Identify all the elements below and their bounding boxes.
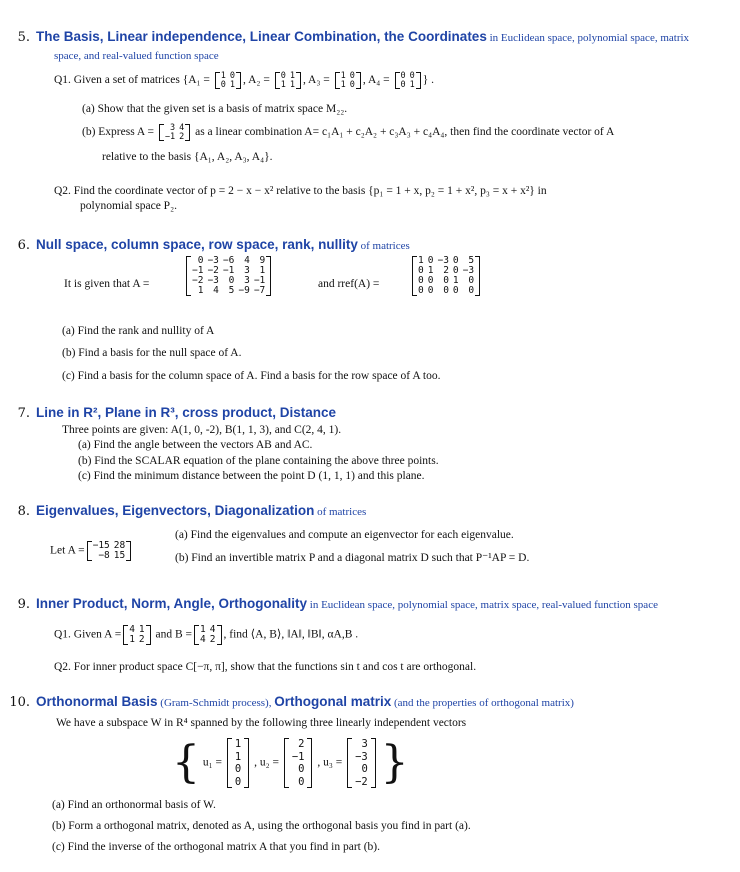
q1-tail: , find ⟨A, B⟩, ‖A‖, ‖B‖, αA,B . xyxy=(223,628,359,641)
matrix-entry: 0 xyxy=(234,775,242,788)
matrix-entry: 0 xyxy=(443,275,449,286)
matrix-table xyxy=(351,738,372,788)
matrix-entry: 4 xyxy=(179,123,185,133)
s8-let xyxy=(50,541,133,561)
s10-intro: We have a subspace W in R⁴ spanned by the following three linearly independent vectors xyxy=(56,717,467,729)
matrix-row xyxy=(190,286,267,296)
matrix-entry: 4 xyxy=(209,624,216,635)
s5-q2-line1: Q2. Find the coordinate vector of p = 2 − x − x² relative to the basis {p₁ = 1 + x, p₂ = 1 + x², p₃ = x + x²} in xyxy=(54,185,547,197)
matrix-entry: 1 xyxy=(129,634,135,645)
section-title: Orthonormal Basis xyxy=(36,694,158,709)
matrix-table xyxy=(339,72,357,89)
matrix-row xyxy=(231,776,245,789)
matrix-entry: 0 xyxy=(229,71,236,81)
matrix-table xyxy=(231,738,245,788)
matrix-entry: 1 xyxy=(280,79,286,90)
matrix-A-8 xyxy=(87,541,132,561)
matrix-entry: −3 xyxy=(355,750,368,763)
matrix-A1 xyxy=(215,72,241,89)
section-title: Line in R², Plane in R³, cross product, Distance xyxy=(36,405,337,420)
matrix-entry: 1 xyxy=(427,265,434,276)
matrix-entry: 0 xyxy=(427,285,434,296)
matrix-A4 xyxy=(395,72,421,89)
matrix-entry: 1 xyxy=(197,285,204,296)
matrix-row xyxy=(351,738,372,751)
matrix-entry: 1 xyxy=(340,79,346,90)
matrix-entry: 1 xyxy=(220,71,226,81)
s6-c: (c) Find a basis for the column space of A. Find a basis for the row space of A too. xyxy=(62,370,441,382)
matrix-entry: 0 xyxy=(452,265,459,276)
matrix-entry: 0 xyxy=(409,71,415,81)
matrix-entry: 1 xyxy=(289,71,295,81)
s6-rref-label: and rref(A) = xyxy=(318,278,380,290)
matrix-row xyxy=(351,776,372,789)
section-number: 10. xyxy=(9,695,30,710)
matrix-entry: 5 xyxy=(228,285,235,296)
matrix-entry: −8 xyxy=(98,550,110,561)
s5-q1-b xyxy=(82,124,614,141)
matrix-row xyxy=(351,751,372,764)
matrix-A-9 xyxy=(123,625,150,645)
s5-q1-a: (a) Show that the given set is a basis of matrix space M₂₂. xyxy=(82,103,348,115)
section-subtitle: in Euclidean space, polynomial space, matrix space, real-valued function space xyxy=(307,599,658,611)
section-title: The Basis, Linear independence, Linear Combination, the Coordinates xyxy=(36,29,487,44)
matrix-entry: 3 xyxy=(244,275,250,286)
u2-label: , u₂ = xyxy=(254,756,279,769)
section-number: 8. xyxy=(17,504,30,519)
matrix-entry: −2 xyxy=(355,775,368,788)
matrix-entry: 4 xyxy=(244,255,250,266)
matrix-A-6 xyxy=(186,256,271,296)
section-title: Eigenvalues, Eigenvectors, Diagonalization xyxy=(36,503,315,518)
matrix-entry: 1 xyxy=(138,624,145,635)
s8-a: (a) Find the eigenvalues and compute an eigenvector for each eigenvalue. xyxy=(175,529,514,541)
matrix-entry: 0 xyxy=(418,275,424,286)
matrix-row xyxy=(279,81,297,90)
matrix-row xyxy=(231,751,245,764)
matrix-entry: 0 xyxy=(418,265,424,276)
matrix-entry: −7 xyxy=(253,285,266,296)
s7-intro: Three points are given: A(1, 0, -2), B(1, 1, 3), and C(2, 4, 1). xyxy=(62,424,342,436)
matrix-entry: 0 xyxy=(298,763,305,775)
section-number: 7. xyxy=(17,406,30,421)
matrix-entry: 0 xyxy=(400,71,406,81)
section-subtitle-cont: space, and real-valued function space xyxy=(54,50,219,62)
section-5-heading xyxy=(0,28,740,47)
matrix-entry: −1 xyxy=(222,265,235,276)
matrix-entry: 1 xyxy=(229,79,236,90)
matrix-entry: 0 xyxy=(197,255,204,266)
section-subtitle-2: (and the properties of orthogonal matrix) xyxy=(391,697,574,709)
matrix-entry: −9 xyxy=(238,285,250,296)
matrix-entry: 1 xyxy=(340,71,346,81)
matrix-table xyxy=(399,72,417,89)
matrix-row xyxy=(231,763,245,776)
right-brace: } xyxy=(380,737,409,788)
q1b-tail: as a linear combination A= c₁A₁ + c₂A₂ + c₃A₃ + c₄A₄, then find the coordinate vector of A xyxy=(192,126,615,139)
s10-a: (a) Find an orthonormal basis of W. xyxy=(52,799,216,811)
s6-a: (a) Find the rank and nullity of A xyxy=(62,325,215,337)
section-subtitle: of matrices xyxy=(357,240,410,252)
section-7-heading xyxy=(0,404,740,423)
matrix-entry: 0 xyxy=(228,275,235,286)
matrix-entry: −2 xyxy=(207,265,219,276)
s6-rref-wrap xyxy=(410,256,482,296)
matrix-entry: 15 xyxy=(113,550,126,561)
matrix-table xyxy=(416,256,476,296)
matrix-table xyxy=(198,625,217,645)
matrix-entry: 2 xyxy=(138,634,145,645)
section-title: Inner Product, Norm, Angle, Orthogonality xyxy=(36,596,308,611)
matrix-entry: −1 xyxy=(253,275,266,286)
matrix-table xyxy=(219,72,237,89)
matrix-row xyxy=(351,763,372,776)
matrix-A2 xyxy=(275,72,301,89)
matrix-table xyxy=(127,625,146,645)
matrix-entry: 1 xyxy=(259,265,266,276)
matrix-entry: 2 xyxy=(209,634,216,645)
matrix-entry: −1 xyxy=(192,265,204,276)
s5-q1-line xyxy=(54,72,434,89)
section-subtitle: (Gram-Schmidt process), xyxy=(157,697,275,709)
matrix-entry: 1 xyxy=(418,255,424,266)
matrix-entry: 0 xyxy=(220,79,226,90)
vector-u3 xyxy=(347,738,376,788)
section-number: 5. xyxy=(17,30,30,45)
matrix-row xyxy=(127,635,146,645)
q1-lead: Q1. Given a set of matrices {A₁ = xyxy=(54,74,213,87)
vector-u1 xyxy=(227,738,249,788)
matrix-row xyxy=(288,776,309,789)
label-A4: , A₄ = xyxy=(362,74,393,87)
matrix-entry: −6 xyxy=(222,255,235,266)
matrix-table xyxy=(279,72,297,89)
section-number: 9. xyxy=(17,597,30,612)
matrix-entry: 0 xyxy=(349,79,355,90)
q1-lead: Q1. Given A = xyxy=(54,628,122,641)
matrix-entry: 0 xyxy=(452,285,459,296)
matrix-entry: 0 xyxy=(349,71,355,81)
matrix-entry: 0 xyxy=(361,763,368,775)
matrix-A3 xyxy=(335,72,361,89)
matrix-entry: 3 xyxy=(244,265,250,276)
matrix-entry: 0 xyxy=(452,255,459,266)
matrix-entry: 1 xyxy=(452,275,459,286)
matrix-entry: 5 xyxy=(468,255,475,266)
matrix-entry: 1 xyxy=(234,738,242,750)
matrix-row xyxy=(339,81,357,90)
matrix-A xyxy=(159,124,190,141)
matrix-entry: 4 xyxy=(129,624,135,635)
s10-c: (c) Find the inverse of the orthogonal matrix A that you find in part (b). xyxy=(52,841,380,853)
s7-c: (c) Find the minimum distance between the point D (1, 1, 1) and this plane. xyxy=(78,470,425,482)
let-label: Let A = xyxy=(50,544,85,557)
matrix-entry: 28 xyxy=(113,540,126,551)
q1-and: and B = xyxy=(155,628,193,641)
u1-label: u₁ = xyxy=(202,756,222,769)
matrix-row xyxy=(198,635,217,645)
section-9-heading xyxy=(0,595,740,614)
u3-label: , u₃ = xyxy=(317,756,343,769)
matrix-entry: 0 xyxy=(468,275,475,286)
matrix-entry: 0 xyxy=(298,775,305,788)
matrix-entry: −3 xyxy=(462,265,475,276)
matrix-entry: 1 xyxy=(409,79,415,90)
matrix-row xyxy=(163,133,186,142)
matrix-entry: 0 xyxy=(443,285,449,296)
section-subtitle: of matrices xyxy=(314,506,367,518)
s6-b: (b) Find a basis for the null space of A. xyxy=(62,347,242,359)
matrix-entry: 3 xyxy=(169,123,176,133)
s10-vectors xyxy=(172,738,409,788)
matrix-row xyxy=(399,81,417,90)
matrix-entry: 1 xyxy=(289,79,295,90)
section-8-heading xyxy=(0,502,740,521)
s9-q1 xyxy=(54,625,358,645)
section-10-heading xyxy=(0,693,740,712)
section-6-heading xyxy=(0,236,740,255)
s9-q2: Q2. For inner product space C[−π, π], show that the functions sin t and cos t are orthogonal. xyxy=(54,661,477,673)
matrix-entry: 4 xyxy=(213,285,219,296)
section-number: 6. xyxy=(17,238,30,253)
matrix-entry: 4 xyxy=(200,634,206,645)
s6-given-label: It is given that A = xyxy=(64,278,150,290)
matrix-entry: 0 xyxy=(427,255,434,266)
matrix-entry: 2 xyxy=(443,265,449,276)
matrix-entry: −1 xyxy=(164,131,176,142)
matrix-entry: 3 xyxy=(361,738,368,750)
s7-b: (b) Find the SCALAR equation of the plane containing the above three points. xyxy=(78,455,439,467)
matrix-row xyxy=(231,738,245,751)
q1b-lead: (b) Express A = xyxy=(82,126,157,139)
matrix-entry: 1 xyxy=(234,750,242,763)
s6-matrix-wrap xyxy=(184,256,273,296)
matrix-entry: −1 xyxy=(291,750,305,763)
matrix-B-9 xyxy=(194,625,221,645)
section-title: Null space, column space, row space, rank, nullity xyxy=(36,237,358,252)
matrix-table xyxy=(190,256,267,296)
matrix-entry: 0 xyxy=(280,71,286,81)
section-title-2: Orthogonal matrix xyxy=(274,694,392,709)
label-A3: , A₃ = xyxy=(302,74,333,87)
matrix-row xyxy=(219,81,237,90)
s8-b: (b) Find an invertible matrix P and a diagonal matrix D such that P⁻¹AP = D. xyxy=(175,552,530,564)
matrix-entry: 0 xyxy=(427,275,434,286)
matrix-row xyxy=(288,751,309,764)
matrix-rref xyxy=(412,256,480,296)
matrix-table xyxy=(163,124,186,141)
s7-a: (a) Find the angle between the vectors AB and AC. xyxy=(78,439,313,451)
matrix-entry: −15 xyxy=(92,540,110,551)
matrix-entry: 9 xyxy=(259,255,266,266)
matrix-table xyxy=(288,738,309,788)
matrix-table xyxy=(91,541,128,561)
matrix-row xyxy=(288,738,309,751)
matrix-entry: 0 xyxy=(400,79,406,90)
s5-q2-line2: polynomial space P₂. xyxy=(80,200,177,212)
matrix-row xyxy=(288,763,309,776)
vector-u2 xyxy=(284,738,313,788)
s5-q1-b-line2: relative to the basis {A₁, A₂, A₃, A₄}. xyxy=(102,151,273,163)
label-A2: , A₂ = xyxy=(243,74,273,87)
matrix-entry: 2 xyxy=(179,131,185,142)
set-close: } . xyxy=(422,74,435,87)
matrix-entry: 2 xyxy=(298,738,305,750)
section-subtitle: in Euclidean space, polynomial space, matrix xyxy=(486,32,690,44)
s10-b: (b) Form a orthogonal matrix, denoted as A, using the orthogonal basis you find in part (a). xyxy=(52,820,471,832)
matrix-entry: 1 xyxy=(200,624,206,635)
matrix-entry: 0 xyxy=(468,285,475,296)
matrix-entry: −2 xyxy=(192,275,204,286)
matrix-entry: −3 xyxy=(207,275,219,286)
matrix-row xyxy=(91,551,128,561)
matrix-entry: 0 xyxy=(418,285,424,296)
matrix-entry: −3 xyxy=(207,255,219,266)
matrix-entry: 0 xyxy=(234,763,242,775)
matrix-entry: −3 xyxy=(437,255,449,266)
matrix-row xyxy=(416,286,476,296)
left-brace: { xyxy=(172,737,200,788)
